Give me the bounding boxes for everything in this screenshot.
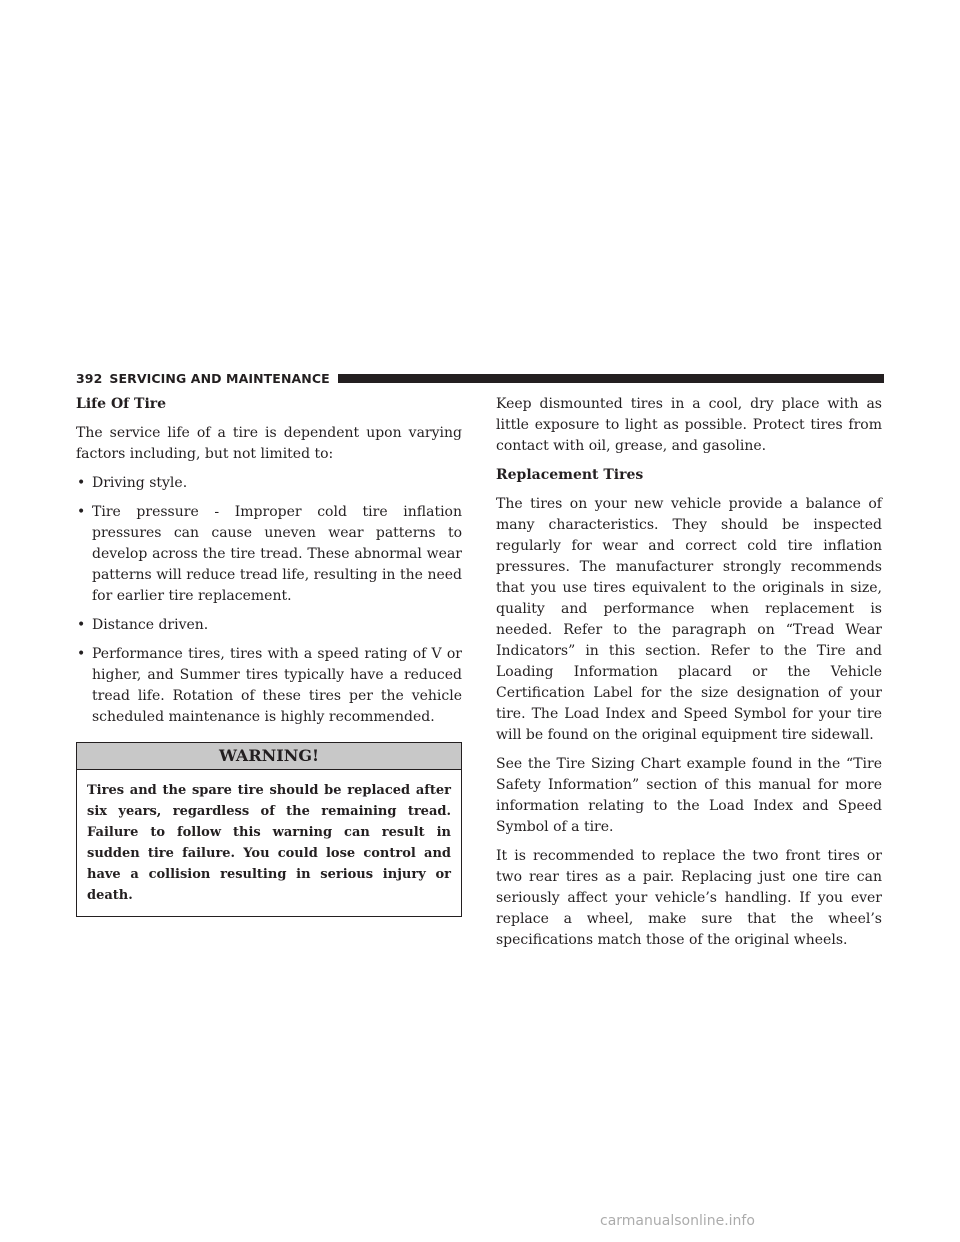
bullet-icon: •: [77, 475, 86, 491]
list-item: [76, 644, 462, 728]
bullet-icon: •: [77, 646, 86, 662]
intro-paragraph: The service life of a tire is dependent upon varying factors including, but not limited to:: [76, 425, 462, 462]
warning-title: WARNING!: [77, 743, 461, 770]
warning-text: Tires and the spare tire should be replaced after six years, regardless of the remaining tread. Failure to follow this warning can result in sudden tire failure. You could lose control and have a collision resulting in serious injury or death.: [87, 783, 451, 903]
bullet-icon: •: [77, 617, 86, 633]
life-of-tire-heading: Life Of Tire: [76, 396, 167, 412]
replacement-tires-heading: Replacement Tires: [496, 467, 644, 483]
factor-list: [76, 473, 462, 728]
page-number: 392: [76, 370, 103, 386]
list-item: [76, 502, 462, 607]
sizing-chart-paragraph: See the Tire Sizing Chart example found in the “Tire Safety Information” section of this manual for more information relating to the Load Index and Speed Symbol of a tire.: [496, 756, 882, 835]
list-item-text: Tire pressure - Improper cold tire inflation pressures can cause uneven wear patterns to develop across the tire tread. These abnormal wear patterns will reduce tread life, resulting in the need for earlier tire replacement.: [92, 504, 462, 604]
list-item-text: Distance driven.: [92, 617, 209, 633]
pair-replacement-paragraph: It is recommended to replace the two front tires or two rear tires as a pair. Replacing just one tire can seriously affect your vehicle’s handling. If you ever replace a wheel, make sure that the wheel’s specifications match those of the original wheels.: [496, 848, 882, 948]
bullet-icon: •: [77, 504, 86, 520]
warning-box: [76, 742, 462, 917]
list-item-text: Performance tires, tires with a speed rating of V or higher, and Summer tires typically have a reduced tread life. Rotation of these tires per the vehicle scheduled maintenance is highly recommended.: [92, 646, 462, 725]
list-item: [76, 615, 462, 636]
list-item: [76, 473, 462, 494]
list-item-text: Driving style.: [92, 475, 188, 491]
watermark: carmanualsonline.info: [600, 1213, 755, 1229]
page-header: [76, 369, 884, 387]
header-rule: [338, 374, 884, 383]
storage-paragraph: Keep dismounted tires in a cool, dry place with as little exposure to light as possible. Protect tires from contact with oil, grease, and gasoline.: [496, 396, 882, 454]
replacement-paragraph: The tires on your new vehicle provide a balance of many characteristics. They should be inspected regularly for wear and correct cold tire inflation pressures. The manufacturer strongly recommends that you use tires equivalent to the originals in size, quality and performance when replacement is needed. Refer to the paragraph on “Tread Wear Indicators” in this section. Refer to the Tire and Loading Information placard or the Vehicle Certification Label for the size designation of your tire. The Load Index and Speed Symbol for your tire will be found on the original equipment tire sidewall.: [496, 496, 882, 743]
left-column: [76, 394, 462, 917]
section-title: SERVICING AND MAINTENANCE: [109, 370, 330, 386]
right-column: [496, 394, 882, 959]
